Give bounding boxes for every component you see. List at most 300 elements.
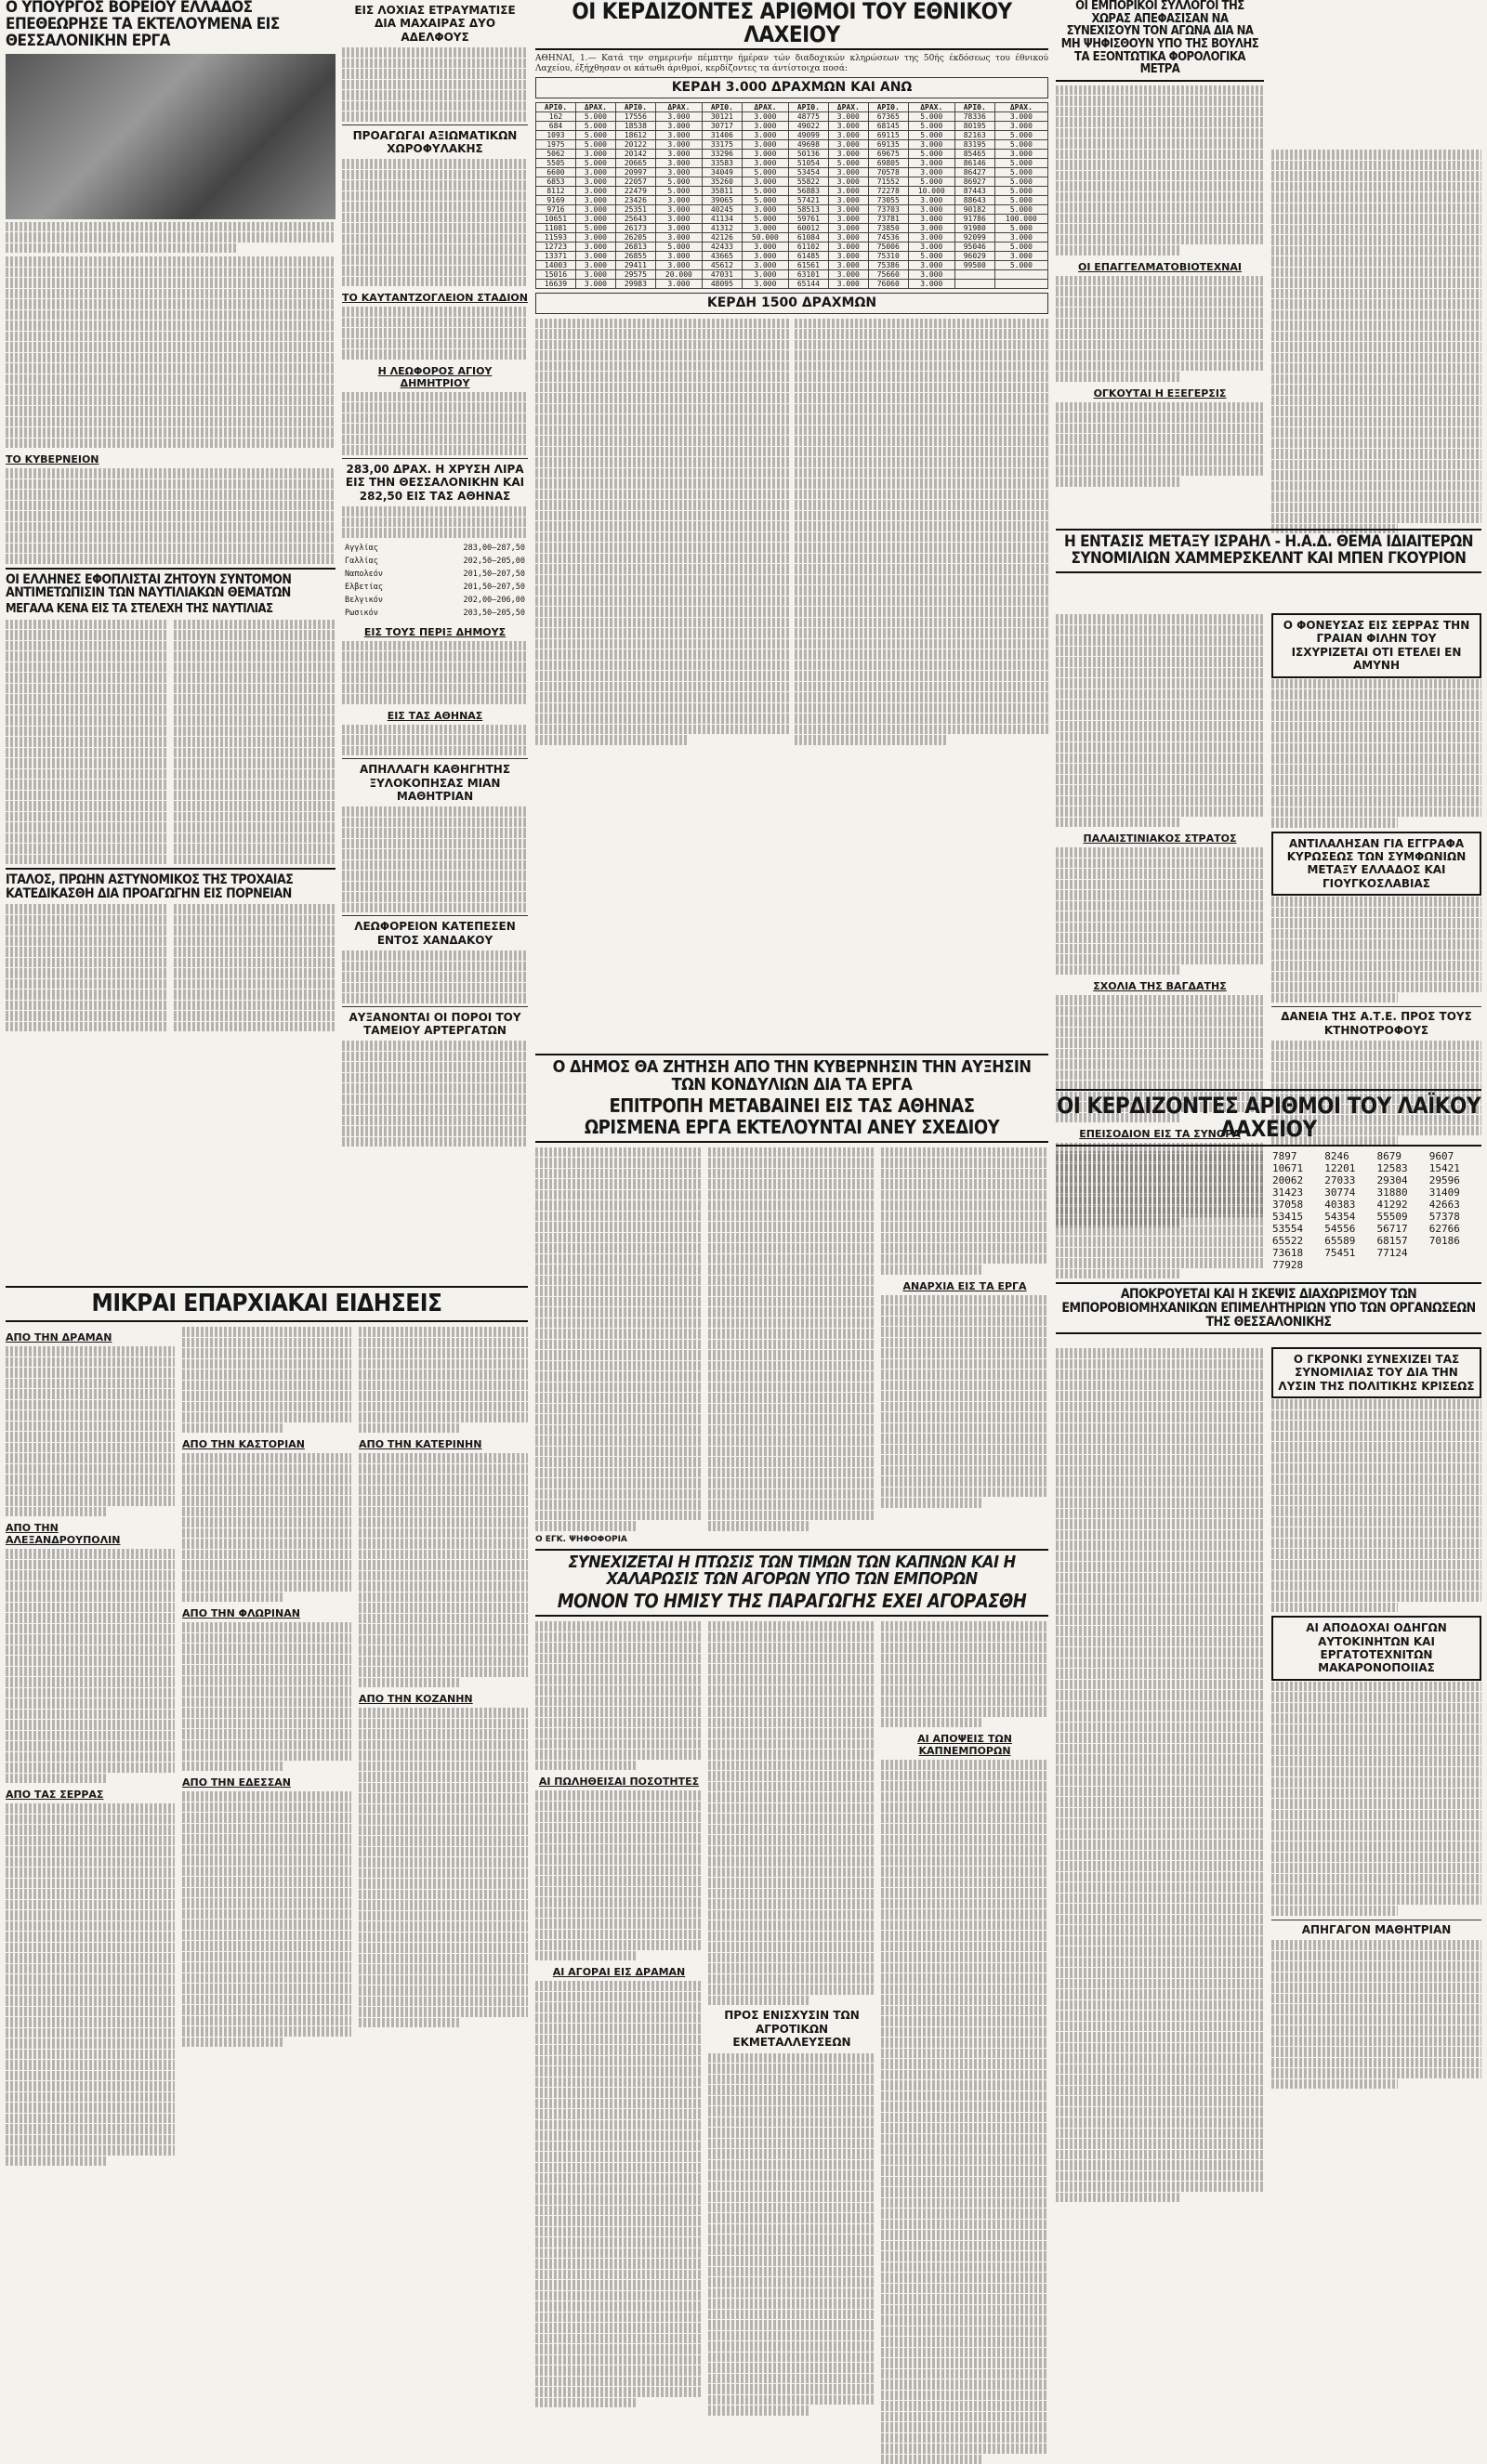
lottery-col-header: ΑΡΙΘ.	[702, 103, 742, 112]
lottery-cell: 3.000	[575, 205, 615, 215]
lottery-cell: 63101	[788, 270, 828, 280]
lottery-cell: 65144	[788, 280, 828, 289]
lottery-row	[536, 215, 1048, 224]
lottery-cell: 29983	[615, 280, 655, 289]
folk-number: 53415	[1272, 1211, 1304, 1224]
lottery-cell: 95046	[954, 242, 994, 252]
lottery-cell: 5.000	[994, 205, 1047, 215]
section-tobacco-merchants: ΑΙ ΑΠΟΨΕΙΣ ΤΩΝ ΚΑΠΝΕΜΠΟΡΩΝ	[917, 1733, 1012, 1758]
lottery-cell: 3.000	[828, 150, 868, 159]
lottery-cell: 48095	[702, 280, 742, 289]
folk-number: 56717	[1376, 1223, 1408, 1236]
lottery-cell: 61102	[788, 242, 828, 252]
lottery-cell: 5.000	[575, 112, 615, 122]
lottery-cell: 87443	[954, 187, 994, 196]
lottery-cell: 39065	[702, 196, 742, 205]
lottery-cell: 35260	[702, 177, 742, 187]
lottery-cell: 6600	[536, 168, 576, 177]
section-edessa: ΑΠΟ ΤΗΝ ΕΔΕΣΣΑΝ	[182, 1776, 291, 1789]
lottery-cell: 50.000	[742, 233, 788, 242]
lottery-cell: 5062	[536, 150, 576, 159]
column-fourth	[1056, 0, 1264, 487]
lottery-cell: 3.000	[742, 270, 788, 280]
lottery-cell: 26173	[615, 224, 655, 233]
section-dimitriou: Η ΛΕΩΦΟΡΟΣ ΑΓΙΟΥ ΔΗΜΗΤΡΙΟΥ	[377, 364, 493, 389]
lottery-cell: 3.000	[828, 187, 868, 196]
headline-releases: ΑΙ ΑΠΟΔΟΧΑΙ ΟΔΗΓΩΝ ΑΥΤΟΚΙΝΗΤΩΝ ΚΑΙ ΕΡΓΑΤΟΤΕΧΝΙΤΩΝ ΜΑΚΑΡΟΝΟΠΟΙΙΑΣ	[1306, 1621, 1447, 1675]
lottery-cell: 73781	[868, 215, 908, 224]
folk-number-row	[1272, 1186, 1481, 1199]
municipality-block	[535, 1050, 1048, 2464]
section-quantities: ΑΙ ΠΩΛΗΘΕΙΣΑΙ ΠΟΣΟΤΗΤΕΣ	[538, 1776, 700, 1789]
lottery-cell: 16639	[536, 280, 576, 289]
box-gronchi	[1271, 1347, 1481, 1398]
lottery-cell: 162	[536, 112, 576, 122]
lottery-cell	[994, 280, 1047, 289]
lottery-cell	[954, 280, 994, 289]
lottery-col-header: ΑΡΙΘ.	[615, 103, 655, 112]
folk-number	[1429, 1247, 1481, 1259]
lottery-cell: 23426	[615, 196, 655, 205]
lottery-section-3000: ΚΕΡΔΗ 3.000 ΔΡΑΧΜΩΝ ΚΑΙ ΑΝΩ	[535, 77, 1048, 98]
folk-number: 41292	[1376, 1199, 1408, 1212]
lottery-cell: 3.000	[994, 112, 1047, 122]
headline-serres-murder: Ο ΦΟΝΕΥΣΑΣ ΕΙΣ ΣΕΡΡΑΣ ΤΗΝ ΓΡΑΙΑΝ ΦΙΛΗΝ ΤΟΥ ΙΣΧΥΡΙΖΕΤΑΙ ΟΤΙ ΕΤΕΛΕΙ ΕΝ ΑΜΥΝΗ	[1283, 619, 1470, 673]
gold-value: 201,50—207,50	[463, 569, 525, 579]
lottery-cell: 12723	[536, 242, 576, 252]
gold-row	[344, 556, 526, 567]
folk-number: 77928	[1272, 1259, 1304, 1272]
lottery-cell: 3.000	[575, 280, 615, 289]
lottery-row	[536, 150, 1048, 159]
lottery-cell: 3.000	[575, 196, 615, 205]
lottery-block	[535, 0, 1048, 745]
lottery-cell: 5.000	[742, 196, 788, 205]
gold-row	[344, 608, 526, 619]
column-second	[342, 0, 528, 1147]
body-text	[535, 1621, 703, 1770]
body-text	[182, 1791, 351, 2047]
folk-number: 70186	[1428, 1235, 1460, 1248]
lottery-cell: 3.000	[908, 233, 954, 242]
lottery-cell: 3.000	[742, 140, 788, 150]
lottery-col-header: ΑΡΙΘ.	[954, 103, 994, 112]
lottery-cell: 33583	[702, 159, 742, 168]
lottery-cell: 3.000	[575, 252, 615, 261]
headline-ate-loans: ΔΑΝΕΙΑ ΤΗΣ Α.Τ.Ε. ΠΡΟΣ ΤΟΥΣ ΚΤΗΝΟΤΡΟΦΟΥΣ	[1271, 1006, 1481, 1037]
lottery-cell: 47031	[702, 270, 742, 280]
body-text	[795, 318, 1048, 745]
folk-number: 75451	[1324, 1247, 1356, 1260]
folk-number-row	[1272, 1199, 1481, 1211]
lottery-cell: 86427	[954, 168, 994, 177]
lottery-cell: 5.000	[994, 131, 1047, 140]
lottery-cell: 3.000	[828, 270, 868, 280]
folk-number-row	[1272, 1235, 1481, 1247]
column-right	[1271, 149, 1481, 533]
body-text	[881, 1760, 1048, 2464]
lottery-cell: 3.000	[655, 150, 702, 159]
lottery-cell: 3.000	[742, 150, 788, 159]
lottery-cell: 3.000	[655, 168, 702, 177]
lottery-cell: 3.000	[908, 205, 954, 215]
headline-minister: Ο ΥΠΟΥΡΓΟΣ ΒΟΡΕΙΟΥ ΕΛΛΑΔΟΣ ΕΠΕΘΕΩΡΗΣΕ ΤΑ ΕΚΤΕΛΟΥΜΕΝΑ ΕΙΣ ΘΕΣΣΑΛΟΝΙΚΗΝ ΕΡΓΑ	[6, 0, 280, 50]
folk-number: 27033	[1324, 1174, 1356, 1187]
provincial-block	[6, 1282, 528, 2166]
lottery-cell: 53454	[788, 168, 828, 177]
section-baghdad: ΣΧΟΛΙΑ ΤΗΣ ΒΑΓΔΑΤΗΣ	[1093, 980, 1227, 992]
lottery-cell: 3.000	[828, 252, 868, 261]
gold-name: Βελγικόν	[345, 595, 383, 605]
lottery-cell: 25643	[615, 215, 655, 224]
column-right-lower	[1271, 613, 1481, 1147]
lottery-cell: 3.000	[908, 261, 954, 270]
lottery-col-header: ΔΡΑΧ.	[575, 103, 615, 112]
lottery-col-header: ΑΡΙΘ.	[788, 103, 828, 112]
body-text	[359, 1453, 528, 1687]
folk-number: 55509	[1376, 1211, 1408, 1224]
lottery-cell: 49099	[788, 131, 828, 140]
lottery-cell: 75660	[868, 270, 908, 280]
lottery-cell: 3.000	[655, 224, 702, 233]
israel-block	[1056, 525, 1481, 577]
gold-name: Ελβετίας	[345, 582, 383, 592]
lottery-cell: 5.000	[994, 159, 1047, 168]
lottery-intro: ΑΘΗΝΑΙ, 1.— Κατά την σημερινήν πέμπτην ήμέραν τών διαδοχικών κληρώσεων της 50ής έκδόσεως του έθνικού Λαχείου, έξήχθησαν οι κάτωθι άριθμοί, κερδίζοντες τα άντίστοιχα ποσά:	[535, 54, 1048, 73]
lottery-cell: 3.000	[655, 215, 702, 224]
headline-works: ΩΡΙΣΜΕΝΑ ΕΡΓΑ ΕΚΤΕΛΟΥΝΤΑΙ ΑΝΕΥ ΣΧΕΔΙΟΥ	[584, 1115, 1000, 1138]
lottery-cell: 5.000	[994, 196, 1047, 205]
section-exporters: ΟΓΚΟΥΤΑΙ Η ΕΞΕΓΕΡΣΙΣ	[1093, 387, 1227, 400]
lottery-cell: 48775	[788, 112, 828, 122]
folk-number-row	[1272, 1247, 1481, 1259]
body-text	[1271, 679, 1481, 828]
section-drama-market: ΑΙ ΑΓΟΡΑΙ ΕΙΣ ΔΡΑΜΑΝ	[552, 1966, 686, 1979]
lottery-cell: 3.000	[655, 252, 702, 261]
lottery-cell: 61485	[788, 252, 828, 261]
lottery-row	[536, 224, 1048, 233]
lottery-cell: 96029	[954, 252, 994, 261]
lottery-section-1500: ΚΕΡΔΗ 1500 ΔΡΑΧΜΩΝ	[535, 293, 1048, 314]
lottery-cell: 20.000	[655, 270, 702, 280]
lottery-cell: 6853	[536, 177, 576, 187]
lottery-cell: 11593	[536, 233, 576, 242]
lottery-row	[536, 168, 1048, 177]
lottery-cell: 3.000	[828, 112, 868, 122]
lottery-cell: 3.000	[828, 140, 868, 150]
body-text	[1056, 847, 1264, 975]
body-text	[535, 1981, 703, 2407]
folk-number: 54556	[1324, 1223, 1356, 1236]
lottery-cell: 86146	[954, 159, 994, 168]
lottery-cell: 3.000	[828, 196, 868, 205]
lottery-cell: 14003	[536, 261, 576, 270]
lottery-cell: 85465	[954, 150, 994, 159]
section-florina: ΑΠΟ ΤΗΝ ΦΛΩΡΙΝΑΝ	[182, 1607, 300, 1620]
headline-knife: ΕΙΣ ΛΟΧΙΑΣ ΕΤΡΑΥΜΑΤΙΣΕ ΔΙΑ ΜΑΧΑΙΡΑΣ ΔΥΟ ΑΔΕΛΦΟΥΣ	[354, 4, 516, 44]
gold-row	[344, 569, 526, 580]
lottery-cell: 29575	[615, 270, 655, 280]
lottery-cell: 33175	[702, 140, 742, 150]
lottery-cell: 3.000	[742, 261, 788, 270]
body-text	[1056, 276, 1264, 382]
lottery-row	[536, 205, 1048, 215]
body-text	[6, 1549, 175, 1783]
lottery-cell: 5.000	[742, 168, 788, 177]
lottery-cell: 34049	[702, 168, 742, 177]
gold-table	[342, 541, 528, 621]
lottery-cell: 3.000	[742, 280, 788, 289]
lottery-row	[536, 280, 1048, 289]
section-athens: ΕΙΣ ΤΑΣ ΑΘΗΝΑΣ	[387, 709, 483, 722]
body-text	[359, 1708, 528, 2027]
lottery-cell: 17556	[615, 112, 655, 122]
lottery-cell: 78336	[954, 112, 994, 122]
lottery-col-header: ΔΡΑΧ.	[742, 103, 788, 112]
folk-number: 20062	[1272, 1174, 1304, 1187]
lottery-cell: 69115	[868, 131, 908, 140]
lottery-cell	[954, 270, 994, 280]
section-kastoria: ΑΠΟ ΤΗΝ ΚΑΣΤΟΡΙΑΝ	[182, 1438, 305, 1451]
folk-number: 31880	[1376, 1186, 1408, 1199]
lottery-cell: 3.000	[828, 280, 868, 289]
section-borders: ΕΠΕΙΣΟΔΙΟΝ ΕΙΣ ΤΑ ΣΥΝΟΡΑ	[1079, 1128, 1241, 1140]
gold-value: 202,00—206,00	[463, 595, 525, 605]
lottery-cell: 5.000	[908, 252, 954, 261]
lottery-cell: 5.000	[742, 187, 788, 196]
lottery-cell: 51054	[788, 159, 828, 168]
body-text	[1056, 614, 1264, 827]
section-stadium: ΤΟ ΚΑΥΤΑΝΤΖΟΓΛΕΙΟΝ ΣΤΑΔΙΟΝ	[342, 292, 528, 305]
lottery-cell: 80195	[954, 122, 994, 131]
lottery-cell: 20122	[615, 140, 655, 150]
lottery-cell: 5.000	[575, 159, 615, 168]
lottery-cell: 3.000	[828, 205, 868, 215]
lottery-cell: 60012	[788, 224, 828, 233]
folk-numbers	[1272, 1150, 1481, 1278]
lottery-cell: 59761	[788, 215, 828, 224]
lottery-cell: 5.000	[742, 215, 788, 224]
lottery-cell: 55822	[788, 177, 828, 187]
section-drama: ΑΠΟ ΤΗΝ ΔΡΑΜΑΝ	[6, 1331, 112, 1344]
folk-number-row	[1272, 1211, 1481, 1223]
lottery-cell: 18538	[615, 122, 655, 131]
lottery-cell: 3.000	[828, 224, 868, 233]
lottery-cell: 3.000	[742, 242, 788, 252]
lottery-col-header: ΑΡΙΘ.	[868, 103, 908, 112]
folk-number: 42663	[1428, 1199, 1460, 1212]
lottery-cell: 5.000	[994, 187, 1047, 196]
lottery-cell: 15016	[536, 270, 576, 280]
body-text	[1056, 402, 1264, 487]
lottery-row	[536, 196, 1048, 205]
lottery-cell: 30717	[702, 122, 742, 131]
lottery-cell: 3.000	[828, 168, 868, 177]
lottery-cell: 5.000	[994, 242, 1047, 252]
lottery-cell: 3.000	[742, 252, 788, 261]
lottery-cell: 56883	[788, 187, 828, 196]
lottery-cell: 5.000	[908, 122, 954, 131]
lottery-cell: 1093	[536, 131, 576, 140]
lottery-cell: 3.000	[575, 187, 615, 196]
column-fourth-bottom	[1056, 1347, 1264, 2202]
lottery-cell: 3.000	[742, 159, 788, 168]
body-text	[535, 1790, 703, 1960]
body-text	[881, 1295, 1048, 1508]
lottery-cell: 3.000	[655, 122, 702, 131]
lottery-cell: 10651	[536, 215, 576, 224]
lottery-cell: 3.000	[908, 280, 954, 289]
headline-fund: ΑΥΞΑΝΟΝΤΑΙ ΟΙ ΠΟΡΟΙ ΤΟΥ ΤΑΜΕΙΟΥ ΑΡΤΕΡΓΑΤΩΝ	[349, 1010, 521, 1037]
lottery-cell: 57421	[788, 196, 828, 205]
lottery-cell: 3.000	[742, 224, 788, 233]
lottery-cell: 90182	[954, 205, 994, 215]
lottery-cell: 3.000	[655, 131, 702, 140]
folk-number: 29596	[1428, 1174, 1460, 1187]
body-text	[881, 1621, 1048, 1727]
lottery-cell: 91980	[954, 224, 994, 233]
lottery-cell: 10.000	[908, 187, 954, 196]
lottery-row	[536, 112, 1048, 122]
lottery-row	[536, 159, 1048, 168]
gold-name: Ρωσικόν	[345, 608, 378, 618]
folk-number: 31423	[1272, 1186, 1304, 1199]
lottery-cell: 18612	[615, 131, 655, 140]
lottery-cell: 3.000	[575, 261, 615, 270]
lottery-cell: 3.000	[575, 242, 615, 252]
headline-bus: ΛΕΩΦΟΡΕΙΟΝ ΚΑΤΕΠΕΣΕΝ ΕΝΤΟΣ ΧΑΝΔΑΚΟΥ	[354, 920, 516, 947]
lottery-col-header: ΔΡΑΧ.	[655, 103, 702, 112]
gold-row	[344, 543, 526, 554]
column-right-bottom	[1271, 1347, 1481, 2089]
body-text	[1271, 1399, 1481, 1612]
lottery-cell: 3.000	[828, 261, 868, 270]
lottery-cell: 31406	[702, 131, 742, 140]
lottery-cell: 3.000	[994, 150, 1047, 159]
lottery-cell: 73850	[868, 224, 908, 233]
lottery-cell: 70578	[868, 168, 908, 177]
headline-provincial: ΜΙΚΡΑΙ ΕΠΑΡΧΙΑΚΑΙ ΕΙΔΗΣΕΙΣ	[91, 1290, 442, 1317]
lottery-cell: 20997	[615, 168, 655, 177]
lottery-cell: 5.000	[575, 140, 615, 150]
lottery-cell: 73703	[868, 205, 908, 215]
headline-israel: Η ΕΝΤΑΣΙΣ ΜΕΤΑΞΥ ΙΣΡΑΗΛ - Η.Α.Δ. ΘΕΜΑ ΙΔΙΑΙΤΕΡΩΝ ΣΥΝΟΜΙΛΙΩΝ ΧΑΜΜΕΡΣΚΕΛΝΤ ΚΑΙ ΜΠΕΝ ΓΚΟΥΡΙΟΝ	[1063, 532, 1474, 568]
folk-number-row	[1272, 1174, 1481, 1186]
lottery-row	[536, 187, 1048, 196]
headline-committee: ΕΠΙΤΡΟΠΗ ΜΕΤΑΒΑΙΝΕΙ ΕΙΣ ΤΑΣ ΑΘΗΝΑΣ	[609, 1094, 975, 1117]
body-text	[182, 1453, 351, 1602]
body-text	[1271, 1940, 1481, 2089]
lottery-table	[535, 102, 1048, 289]
lottery-row	[536, 252, 1048, 261]
section-governor: ΤΟ ΚΥΒΕΡΝΕΙΟΝ	[6, 453, 99, 466]
folk-number: 62766	[1428, 1223, 1460, 1236]
lottery-cell: 26813	[615, 242, 655, 252]
lottery-col-header: ΔΡΑΧ.	[908, 103, 954, 112]
lottery-cell: 5.000	[575, 122, 615, 131]
lottery-cell: 45612	[702, 261, 742, 270]
lottery-cell: 75386	[868, 261, 908, 270]
lottery-cell: 11081	[536, 224, 576, 233]
folk-number-row	[1272, 1223, 1481, 1235]
body-text	[708, 2053, 875, 2416]
folk-number	[1377, 1259, 1429, 1271]
headline-chambers: ΑΠΟΚΡΟΥΕΤΑΙ ΚΑΙ Η ΣΚΕΨΙΣ ΔΙΑΧΩΡΙΣΜΟΥ ΤΩΝ ΕΜΠΟΡΟΒΙΟΜΗΧΑΝΙΚΩΝ ΕΠΙΜΕΛΗΤΗΡΙΩΝ ΥΠΟ ΤΩΝ ΟΡΓΑΝΩΣΕΩΝ ΤΗΣ ΘΕΣΣΑΛΟΝΙΚΗΣ	[1061, 1287, 1476, 1330]
lottery-cell: 68145	[868, 122, 908, 131]
folk-number: 65522	[1272, 1235, 1304, 1248]
box-yugoslavia	[1271, 832, 1481, 897]
gold-name: Ναπολεόν	[345, 569, 383, 579]
lottery-cell: 61561	[788, 261, 828, 270]
lottery-cell: 3.000	[575, 270, 615, 280]
lottery-cell: 50136	[788, 150, 828, 159]
body-text	[6, 1803, 175, 2166]
folk-number: 40383	[1324, 1199, 1356, 1212]
lottery-cell: 3.000	[655, 205, 702, 215]
lottery-cell: 74536	[868, 233, 908, 242]
lottery-cell: 40245	[702, 205, 742, 215]
lottery-cell: 76060	[868, 280, 908, 289]
subheadline-shipping: ΜΕΓΑΛΑ ΚΕΝΑ ΕΙΣ ΤΑ ΣΤΕΛΕΧΗ ΤΗΣ ΝΑΥΤΙΛΙΑΣ	[6, 601, 273, 616]
lottery-cell: 5.000	[994, 224, 1047, 233]
lottery-cell: 3.000	[908, 196, 954, 205]
folk-number	[1429, 1259, 1481, 1271]
lottery-cell: 5.000	[655, 242, 702, 252]
lottery-cell: 3.000	[655, 140, 702, 150]
headline-shipowners: ΟΙ ΕΛΛΗΝΕΣ ΕΦΟΠΛΙΣΤΑΙ ΖΗΤΟΥΝ ΣΥΝΤΟΜΟΝ ΑΝΤΙΜΕΤΩΠΙΣΙΝ ΤΩΝ ΝΑΥΤΙΛΙΑΚΩΝ ΘΕΜΑΤΩΝ	[6, 571, 292, 601]
body-text	[1271, 897, 1481, 1003]
lottery-cell: 3.000	[742, 205, 788, 215]
headline-abduct: ΑΠΗΓΑΓΟΝ ΜΑΘΗΤΡΙΑΝ	[1271, 1920, 1481, 1936]
lottery-cell: 5.000	[908, 131, 954, 140]
lottery-cell: 3.000	[655, 159, 702, 168]
body-text	[535, 1147, 703, 1531]
lottery-cell: 3.000	[908, 215, 954, 224]
lottery-cell: 1975	[536, 140, 576, 150]
lottery-cell: 22479	[615, 187, 655, 196]
folk-number: 77124	[1376, 1247, 1408, 1260]
lottery-cell: 3.000	[575, 233, 615, 242]
gold-value: 203,50—205,50	[463, 608, 525, 618]
section-anarchy: ΑΝΑΡΧΙΑ ΕΙΣ ΤΑ ΕΡΓΑ	[902, 1279, 1027, 1292]
lottery-cell: 3.000	[828, 242, 868, 252]
headline-gold: 283,00 ΔΡΑΧ. Η ΧΡΥΣΗ ΛΙΡΑ ΕΙΣ ΤΗΝ ΘΕΣΣΑΛΟΝΙΚΗΝ ΚΑΙ 282,50 ΕΙΣ ΤΑΣ ΑΘΗΝΑΣ	[345, 462, 525, 503]
body-text	[1271, 1682, 1481, 1916]
lottery-cell: 5.000	[994, 177, 1047, 187]
folk-lottery-block	[1056, 1085, 1481, 1338]
lottery-cell: 88643	[954, 196, 994, 205]
lottery-cell: 67365	[868, 112, 908, 122]
lottery-cell: 3.000	[742, 131, 788, 140]
section-agriculture: ΠΡΟΣ ΕΝΙΣΧΥΣΙΝ ΤΩΝ ΑΓΡΟΤΙΚΩΝ ΕΚΜΕΤΑΛΛΕΥΣΕΩΝ	[724, 2009, 860, 2050]
lottery-cell: 20142	[615, 150, 655, 159]
lottery-cell: 26855	[615, 252, 655, 261]
lottery-cell: 3.000	[742, 177, 788, 187]
lottery-cell: 684	[536, 122, 576, 131]
section-professionals: ΟΙ ΕΠΑΓΓΕΛΜΑΤΟΒΙΟΤΕΧΝΑΙ	[1077, 260, 1242, 273]
body-text	[1056, 1348, 1264, 2202]
lottery-cell: 86927	[954, 177, 994, 187]
photo-caption	[6, 222, 336, 254]
lottery-row	[536, 270, 1048, 280]
folk-number: 30774	[1324, 1186, 1356, 1199]
gold-value: 283,00—287,50	[463, 543, 525, 553]
lottery-cell: 3.000	[575, 177, 615, 187]
folk-number: 37058	[1272, 1199, 1304, 1212]
lottery-cell: 41134	[702, 215, 742, 224]
lottery-cell: 43665	[702, 252, 742, 261]
section-katerini: ΑΠΟ ΤΗΝ ΚΑΤΕΡΙΝΗΝ	[359, 1438, 482, 1451]
